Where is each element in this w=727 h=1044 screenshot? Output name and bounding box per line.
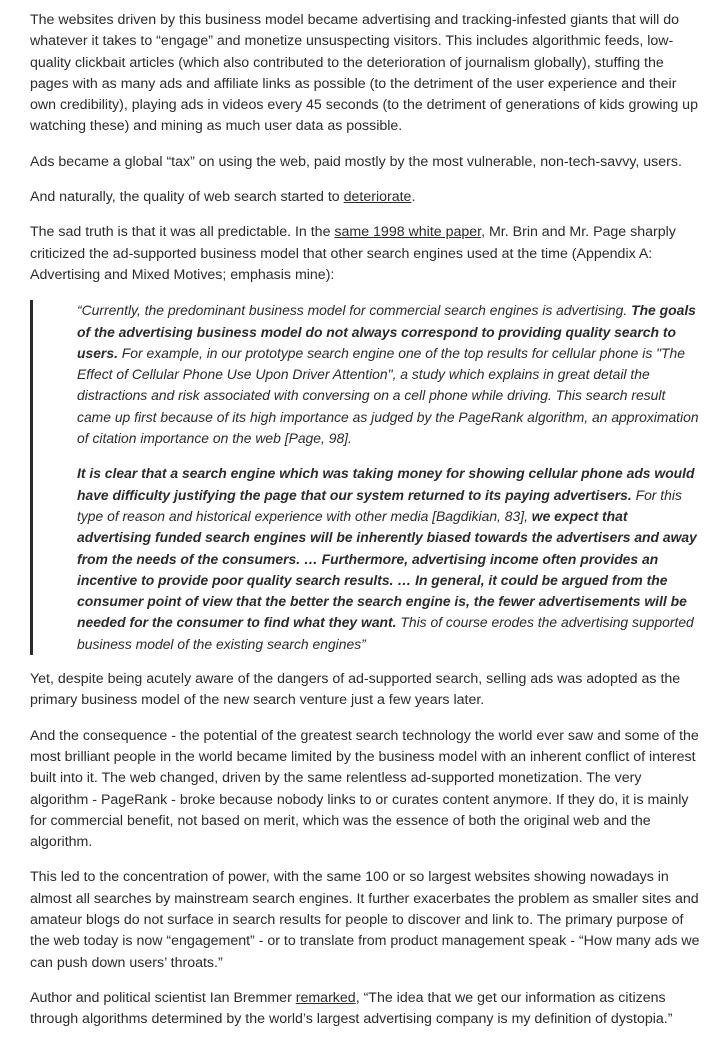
article-body [30, 10, 700, 1044]
quote-1-tail: For example, in our prototype search engine one of the top results for cellular phone is "The Effect of Cellular Phone Use Upon Driver Attention", a study which explains in great detail the distractions and risk associated with conversing on a cell phone while driving. This search result came up first because of its high importance as judged by the PageRank algorithm, an approximation of citation importance on the web [Page, 98]. [77, 344, 699, 447]
quote-2-emphasis-2: we expect that advertising funded search engines will be inherently biased towards the advertisers and away from the needs of the consumers. … Furthermore, advertising income often provides an incentive to provide poor quality search results. … In general, it could be argued from the consumer point of view that the better the search engine is, the fewer advertisements will be needed for the consumer to find what they want. [77, 507, 697, 631]
paragraph-4-tail: , Mr. Brin and Mr. Page sharply criticized the ad-supported business model that other search engines used at the time (Appendix A: Advertising and Mixed Motives; emphasis mine): [30, 224, 676, 283]
quote-paragraph-2 [77, 463, 700, 655]
quote-block [30, 300, 700, 655]
paragraph-3 [30, 187, 700, 208]
paragraph-8-tail: , “The idea that we get our information as citizens through algorithms determined by the world’s largest advertising company is my definition of dystopia.” [30, 989, 673, 1028]
quote-2-text: For this type of reason and historical experience with other media [Bagdikian, 83], [77, 486, 682, 524]
paragraph-1: The websites driven by this business model became advertising and tracking-infested giants that will do whatever it takes to “engage” and monetize unsuspecting visitors. This includes algorithmic feeds, low-quality clickbait articles (which also contributed to the deterioration of journalism globally), stuffing the pages with as many ads and affiliate links as possible (to the detriment of the user experience and their own credibility), playing ads in videos every 45 seconds (to the detriment of generations of kids growing up watching these) and mining as much user data as possible. [30, 12, 698, 135]
quote-2-tail: This of course erodes the advertising supported business model of the existing search engines” [77, 614, 694, 652]
paragraph-4-text: The sad truth is that it was all predictable. In the [30, 224, 335, 241]
paragraph-7: This led to the concentration of power, with the same 100 or so largest websites showing nowadays in almost all searches by mainstream search engines. It further exacerbates the problem as smaller sites and amateur blogs do not surface in search results for people to discover and link to. The primary purpose of the web today is now “engagement” - or to translate from product management speak - “How many ads we can push down users’ throats.” [30, 869, 700, 971]
paragraph-8-text: Author and political scientist Ian Bremmer [30, 989, 296, 1006]
quote-2-emphasis-1: It is clear that a search engine which was taking money for showing cellular phone ads would have difficulty justifying the page that our system returned to its paying advertisers. [77, 465, 695, 503]
quote-1-text: “Currently, the predominant business model for commercial search engines is advertising. [77, 302, 632, 319]
paragraph-4 [30, 222, 700, 286]
paragraph-3-tail: . [411, 189, 416, 206]
deteriorate-link[interactable]: deteriorate [343, 189, 412, 206]
paragraph-8 [30, 988, 700, 1031]
remarked-link[interactable]: remarked [295, 989, 356, 1006]
quote-paragraph-1 [77, 300, 700, 449]
paragraph-2: Ads became a global “tax” on using the web, paid mostly by the most vulnerable, non-tech-savvy, users. [30, 153, 682, 170]
paragraph-6: And the consequence - the potential of the greatest search technology the world ever saw and some of the most brilliant people in the world became limited by the business model with an inherent conflict of interest built into it. The web changed, driven by the same relentless ad-supported monetization. The very algorithm - PageRank - broke because nobody links to or curates content anymore. If they do, it is mainly for commercial benefit, not based on merit, which was the essence of both the original web and the algorithm. [30, 727, 699, 851]
white-paper-link[interactable]: same 1998 white paper [334, 224, 482, 241]
quote-1-emphasis: The goals of the advertising business model do not always correspond to providing quality search to users. [77, 302, 696, 361]
paragraph-3-text: And naturally, the quality of web search started to [30, 189, 344, 206]
paragraph-5: Yet, despite being acutely aware of the dangers of ad-supported search, selling ads was adopted as the primary business model of the new search venture just a few years later. [30, 671, 681, 709]
